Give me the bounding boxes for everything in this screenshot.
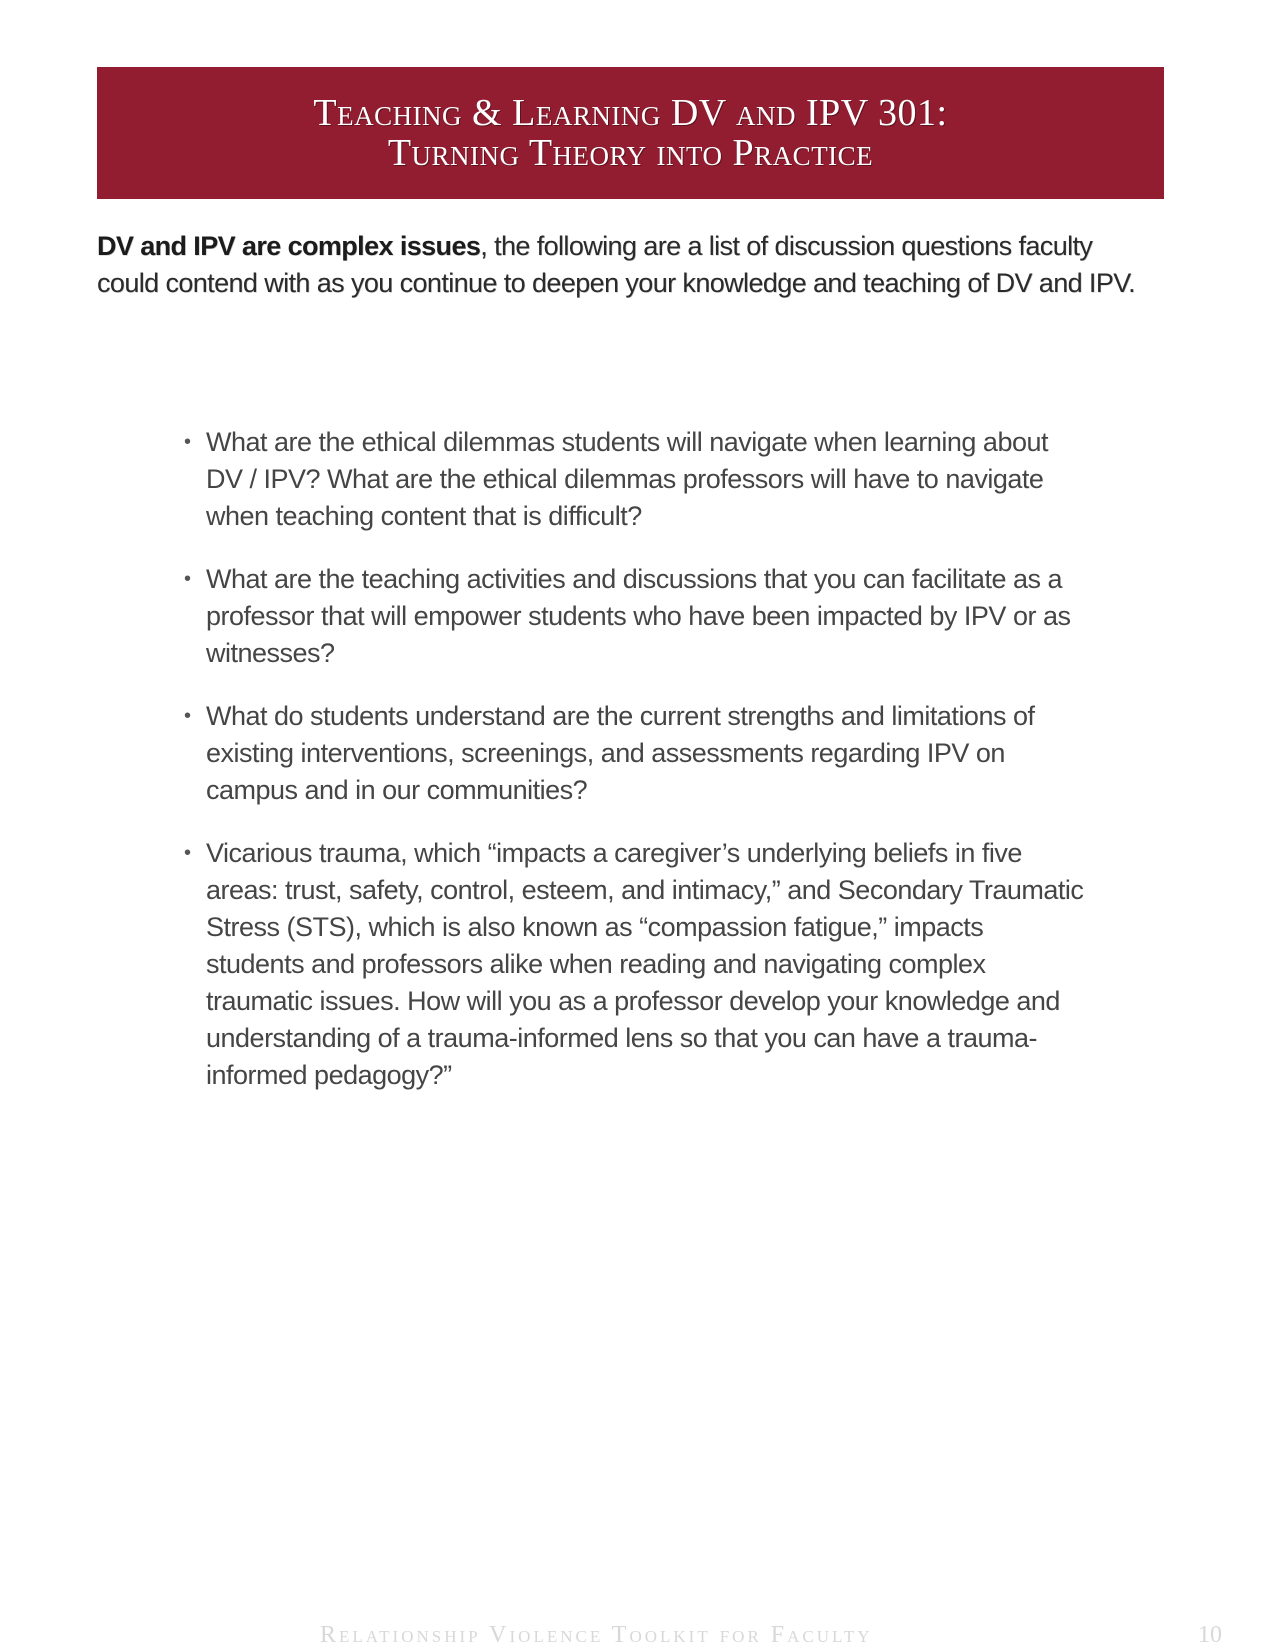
- bullet-icon: •: [184, 705, 191, 727]
- intro-paragraph: [97, 228, 1147, 302]
- page-title-line-2: Turning Theory into Practice: [387, 132, 874, 174]
- list-item: [184, 424, 1084, 535]
- discussion-questions-list: [184, 424, 1084, 1120]
- bullet-icon: •: [184, 568, 191, 590]
- question-text: What are the ethical dilemmas students will navigate when learning about DV / IPV? What are the ethical dilemmas professors will have to navigate when teaching content that is difficult?: [206, 427, 1048, 531]
- question-text: What are the teaching activities and discussions that you can facilitate as a professor that will empower students who have been impacted by IPV or as witnesses?: [206, 564, 1071, 668]
- list-item: [184, 835, 1084, 1094]
- question-text: What do students understand are the current strengths and limitations of existing interventions, screenings, and assessments regarding IPV on campus and in our communities?: [206, 701, 1035, 805]
- intro-bold-lead: DV and IPV are complex issues: [97, 231, 481, 261]
- page-number: 10: [1198, 1622, 1222, 1648]
- list-item: [184, 698, 1084, 809]
- list-item: [184, 561, 1084, 672]
- bullet-icon: •: [184, 431, 191, 453]
- question-text: Vicarious trauma, which “impacts a caregiver’s underlying beliefs in five areas: trust, safety, control, esteem, and intimacy,” and Secondary Traumatic Stress (STS), which is also known as “compassion fatigue,” impacts students and professors alike when reading and navigating complex traumatic issues. How will you as a professor develop your knowledge and understanding of a trauma-informed lens so that you can have a trauma-informed pedagogy?”: [206, 838, 1084, 1090]
- page-title-line-1: Teaching & Learning DV and IPV 301:: [313, 92, 948, 134]
- intro-text: , the following are a list of discussion questions faculty could contend with as you continue to deepen your knowledge and teaching of DV and IPV.: [97, 231, 1136, 298]
- bullet-icon: •: [184, 842, 191, 864]
- footer-title: Relationship Violence Toolkit for Faculty: [320, 1622, 873, 1648]
- page-footer: [0, 1622, 1275, 1650]
- title-banner: [97, 67, 1164, 199]
